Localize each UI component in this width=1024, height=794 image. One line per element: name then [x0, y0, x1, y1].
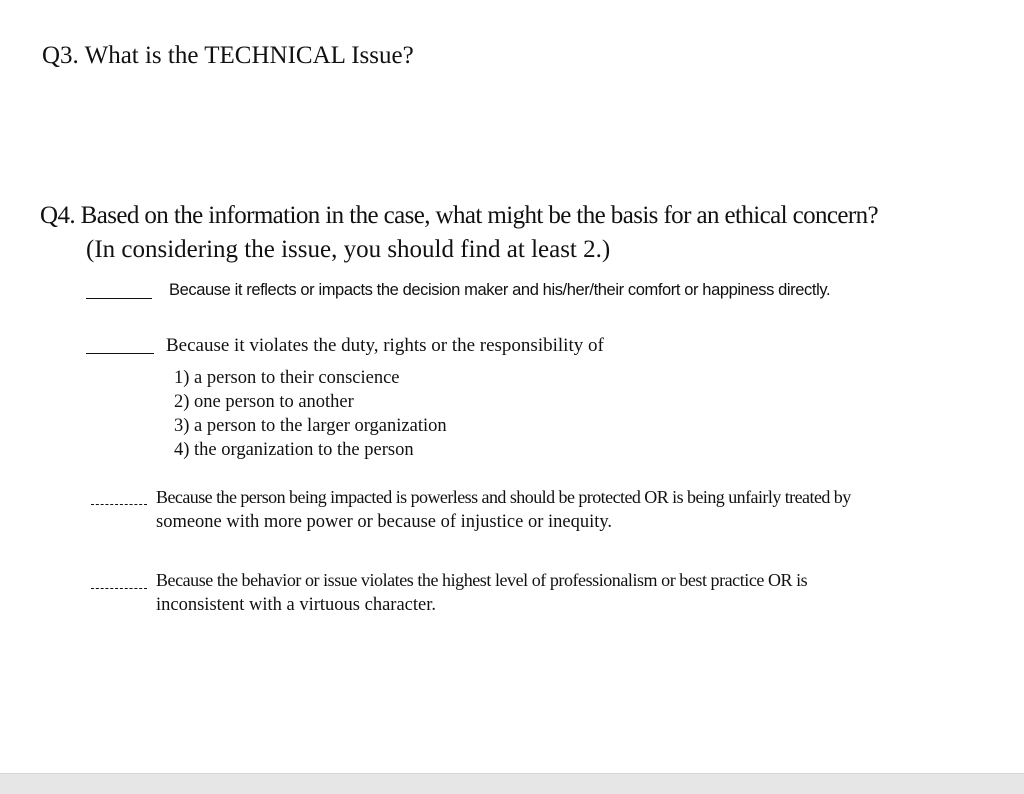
option-3-text-line-2: someone with more power or because of injustice or inequity. — [156, 512, 613, 532]
option-4-text-line-1: Because the behavior or issue violates the highest level of professionalism or best practice OR is — [156, 570, 808, 590]
option-2-subitem-2: 2) one person to another — [174, 392, 354, 412]
option-1-text: Because it reflects or impacts the decision maker and his/her/their comfort or happiness directly. — [169, 281, 831, 299]
question-4-heading: Q4. Based on the information in the case, what might be the basis for an ethical concern? — [40, 202, 878, 229]
option-4-text-line-2: inconsistent with a virtuous character. — [156, 595, 436, 615]
viewer-bottom-bar — [0, 773, 1024, 794]
answer-blank-1[interactable] — [86, 298, 152, 299]
option-2-subitem-1: 1) a person to their conscience — [174, 368, 400, 388]
option-3-text-line-1: Because the person being impacted is powerless and should be protected OR is being unfairly treated by — [156, 487, 851, 507]
answer-blank-4[interactable] — [91, 588, 147, 589]
option-2-text: Because it violates the duty, rights or the responsibility of — [166, 335, 604, 356]
option-2-subitem-4: 4) the organization to the person — [174, 440, 414, 460]
answer-blank-3[interactable] — [91, 504, 147, 505]
answer-blank-2[interactable] — [86, 353, 154, 354]
option-2-subitem-3: 3) a person to the larger organization — [174, 416, 447, 436]
question-3-heading: Q3. What is the TECHNICAL Issue? — [42, 42, 414, 69]
question-4-instruction: (In considering the issue, you should find at least 2.) — [86, 236, 611, 263]
